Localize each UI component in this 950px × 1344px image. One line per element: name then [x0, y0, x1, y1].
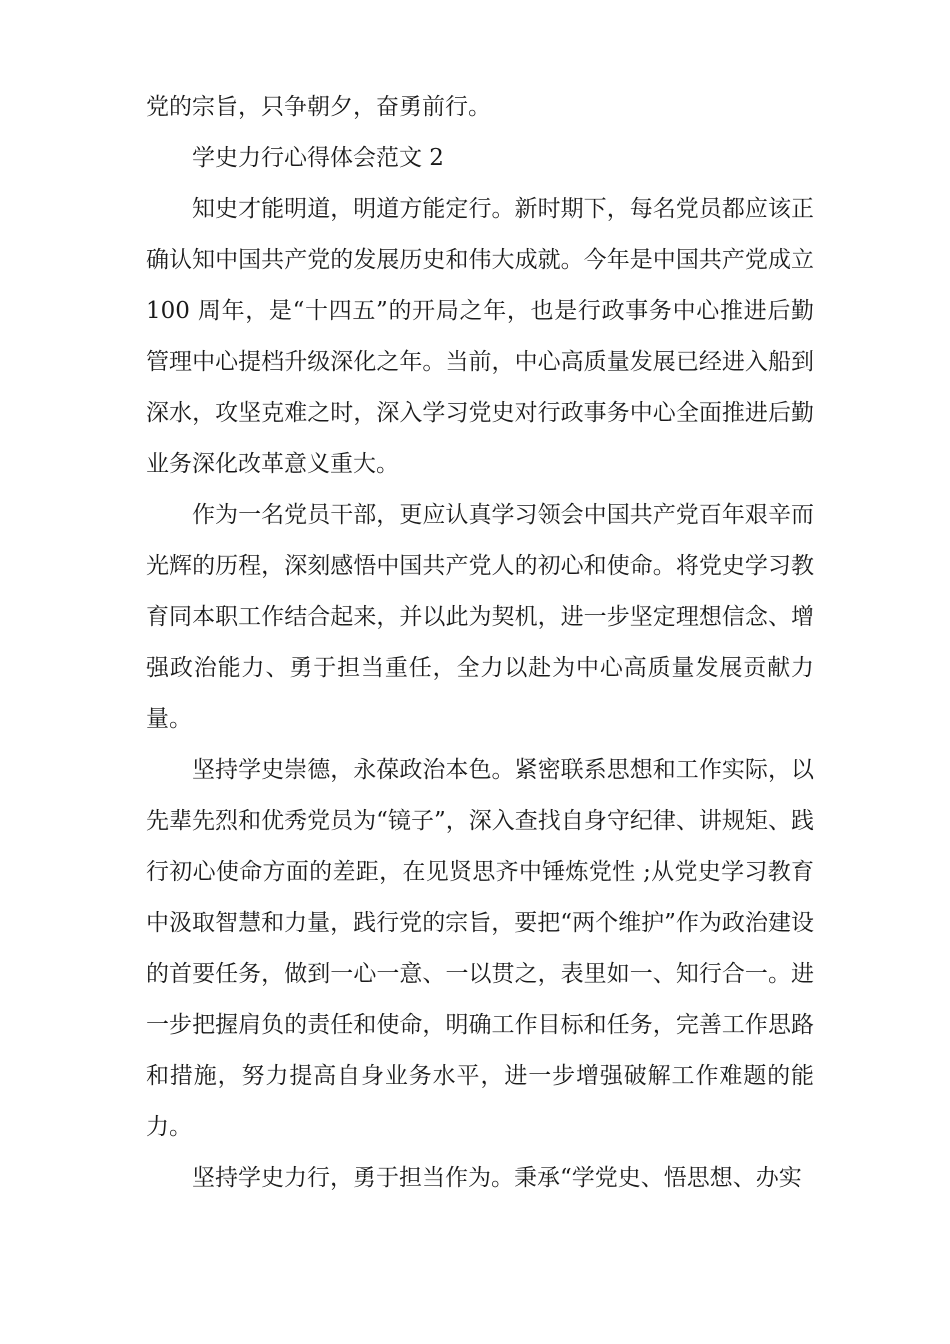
paragraph-continuation: 党的宗旨，只争朝夕，奋勇前行。: [146, 94, 491, 120]
paragraph-morality: 坚持学史崇德，永葆政治本色。紧密联系思想和工作实际，以先辈先烈和优秀党员为“镜子”，深入查找自身守纪律、讲规矩、践行初心使命方面的差距，在见贤思齐中锤炼党性 ;从党史学习教育中汲取智慧和力量，践行党的宗旨，要把“两个维护”作为政治建设的首要任务，做到一心一意、一以贯之，表里如一、知行合一。进一步把握肩负的责任和使命，明确工作目标和任务，完善工作思路和措施，努力提高自身业务水平，进一步增强破解工作难题的能力。: [146, 757, 814, 1140]
document-body: [146, 82, 814, 1204]
paragraph-practice: 坚持学史力行，勇于担当作为。秉承“学党史、悟思想、办实: [192, 1165, 802, 1191]
paragraph-history: 知史才能明道，明道方能定行。新时期下，每名党员都应该正确认知中国共产党的发展历史和伟大成就。今年是中国共产党成立 100 周年，是“十四五”的开局之年，也是行政事务中心推进后勤管理中心提档升级深化之年。当前，中心高质量发展已经进入船到深水，攻坚克难之时，深入学习党史对行政事务中心全面推进后勤业务深化改革意义重大。: [146, 196, 814, 477]
paragraph-party-cadre: 作为一名党员干部，更应认真学习领会中国共产党百年艰辛而光辉的历程，深刻感悟中国共产党人的初心和使命。将党史学习教育同本职工作结合起来，并以此为契机，进一步坚定理想信念、增强政治能力、勇于担当重任，全力以赴为中心高质量发展贡献力量。: [146, 502, 814, 732]
section-heading: 学史力行心得体会范文 2: [192, 145, 444, 171]
